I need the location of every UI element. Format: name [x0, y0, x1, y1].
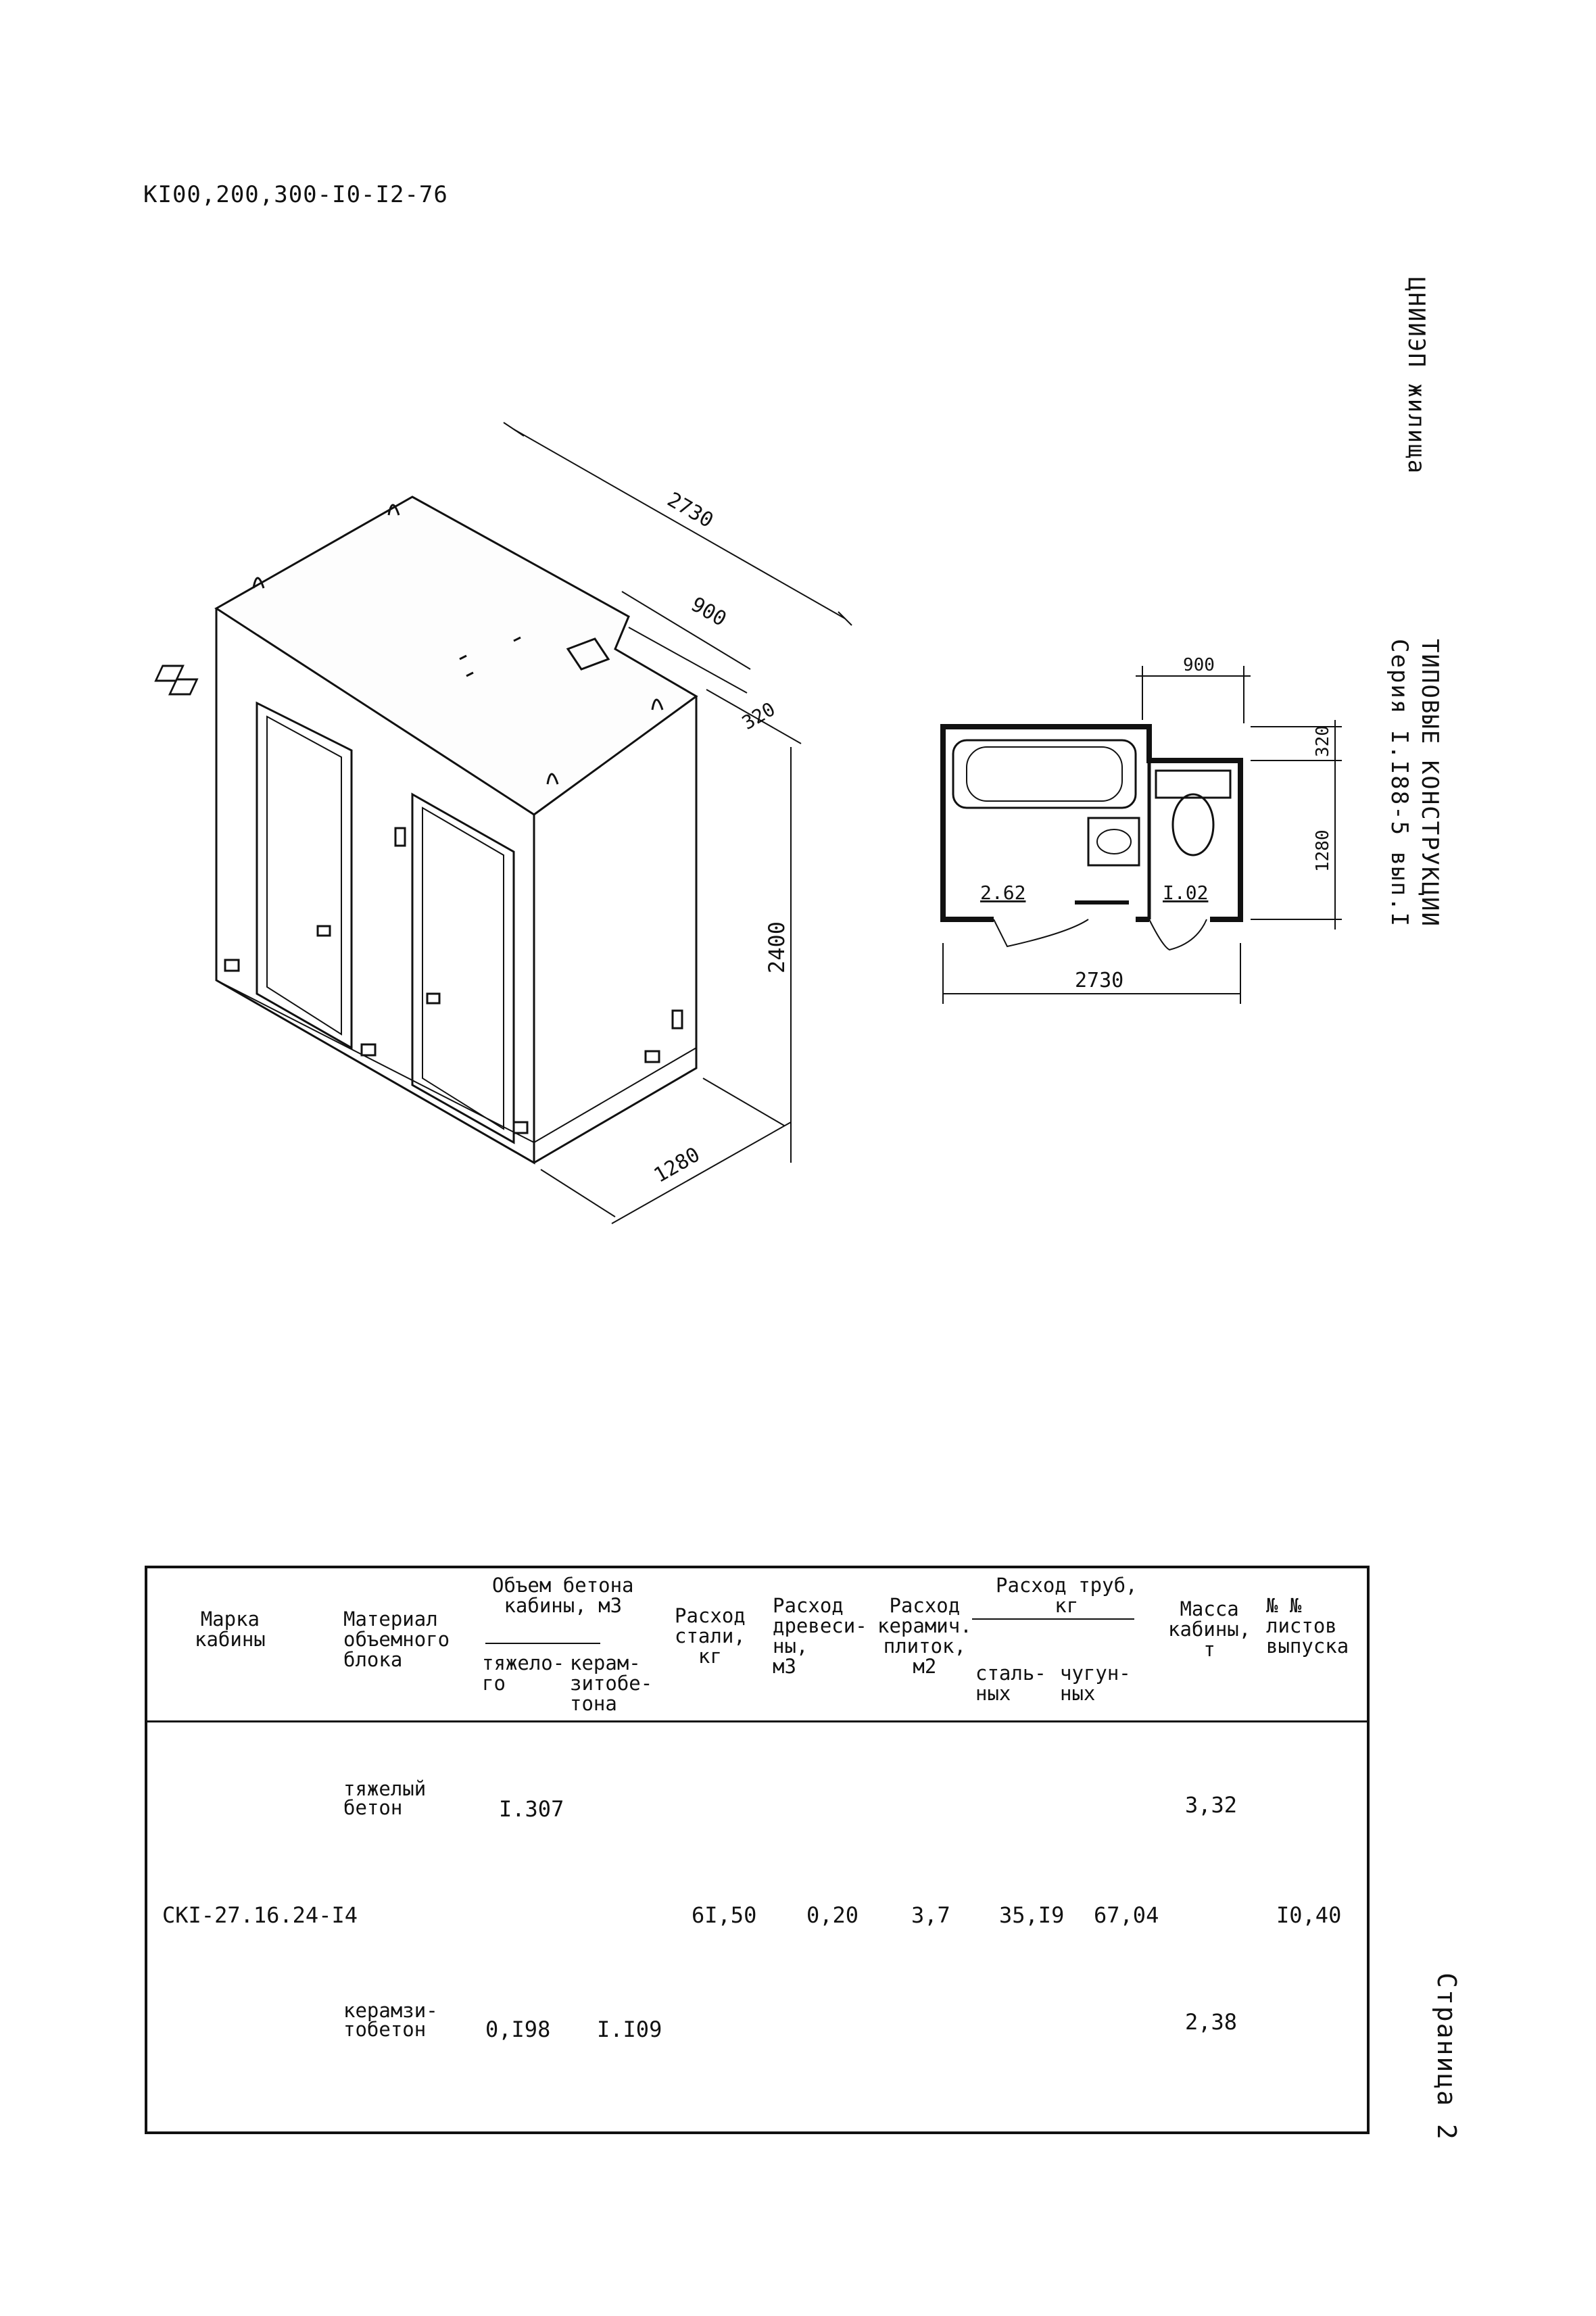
page-number: Страница 2 [1432, 1973, 1461, 2141]
cell-pipes-cast: 67,04 [1094, 1902, 1159, 1928]
header-divider [147, 1720, 1367, 1722]
header-sheets: № № листов выпуска [1266, 1594, 1349, 1658]
cell-mass-1: 3,32 [1185, 1792, 1238, 1818]
header-volume: Объем бетона кабины, м3 [492, 1574, 634, 1617]
dim-part: 900 [687, 592, 731, 632]
header-material: Материал объемного блока [343, 1608, 450, 1671]
document-code: КI00,200,300-I0-I2-76 [143, 181, 448, 208]
cell-steel: 6I,50 [692, 1902, 757, 1928]
cell-material-2: керамзи- тобетон [343, 1999, 438, 2041]
header-pipes-steel: сталь- ных [975, 1662, 1046, 1705]
header-volume-keram: керам- зитобе- тона [570, 1651, 653, 1715]
plan-dim-bottom: 2730 [1075, 969, 1124, 992]
cell-sheets: I0,40 [1276, 1902, 1342, 1928]
plan-dim-top: 900 [1183, 655, 1215, 675]
floor-plan [943, 666, 1342, 1004]
plan-dim-side-top: 320 [1313, 725, 1333, 757]
header-steel: Расход стали, кг [675, 1604, 746, 1668]
cell-volume-heavy-1: I.307 [499, 1796, 564, 1822]
header-volume-heavy: тяжело- го [482, 1651, 565, 1695]
room-label-bath: 2.62 [980, 882, 1026, 904]
plan-dim-side-main: 1280 [1313, 829, 1333, 872]
room-label-wc: I.02 [1163, 882, 1209, 904]
series-title: ТИПОВЫЕ КОНСТРУКЦИИ [1416, 639, 1443, 927]
isometric-dimensions [504, 423, 852, 1224]
cell-pipes-steel: 35,I9 [999, 1902, 1065, 1928]
cell-volume-keram-2: I.I09 [597, 2017, 662, 2042]
header-mass: Масса кабины, т [1168, 1597, 1251, 1661]
isometric-cabin [155, 497, 696, 1163]
dim-depth: 1280 [650, 1142, 704, 1188]
cell-tiles: 3,7 [911, 1902, 950, 1928]
specification-table [145, 1566, 1370, 2134]
header-pipes: Расход труб, кг [996, 1574, 1138, 1617]
cell-volume-heavy-2: 0,I98 [485, 2017, 551, 2042]
dim-length: 2730 [663, 487, 718, 533]
dim-height: 2400 [764, 921, 790, 973]
header-wood: Расход древеси- ны, м3 [773, 1594, 867, 1678]
pipes-subdivider [972, 1618, 1134, 1620]
cell-material-1: тяжелый бетон [343, 1777, 427, 1819]
series-number: Серия I.I88-5 вып.I [1386, 639, 1413, 927]
dim-offset: 320 [738, 698, 779, 735]
cell-mass-2: 2,38 [1185, 2009, 1238, 2035]
organization-label: ЦНИИЭП жилища [1403, 277, 1430, 475]
header-tiles: Расход керамич. плиток, м2 [877, 1594, 972, 1678]
volume-subdivider [485, 1643, 600, 1644]
header-pipes-cast: чугун- ных [1060, 1662, 1131, 1705]
header-marka: Марка кабины [195, 1608, 266, 1651]
cell-wood: 0,20 [806, 1902, 859, 1928]
cell-marka: СКI-27.16.24-I4 [162, 1902, 358, 1928]
